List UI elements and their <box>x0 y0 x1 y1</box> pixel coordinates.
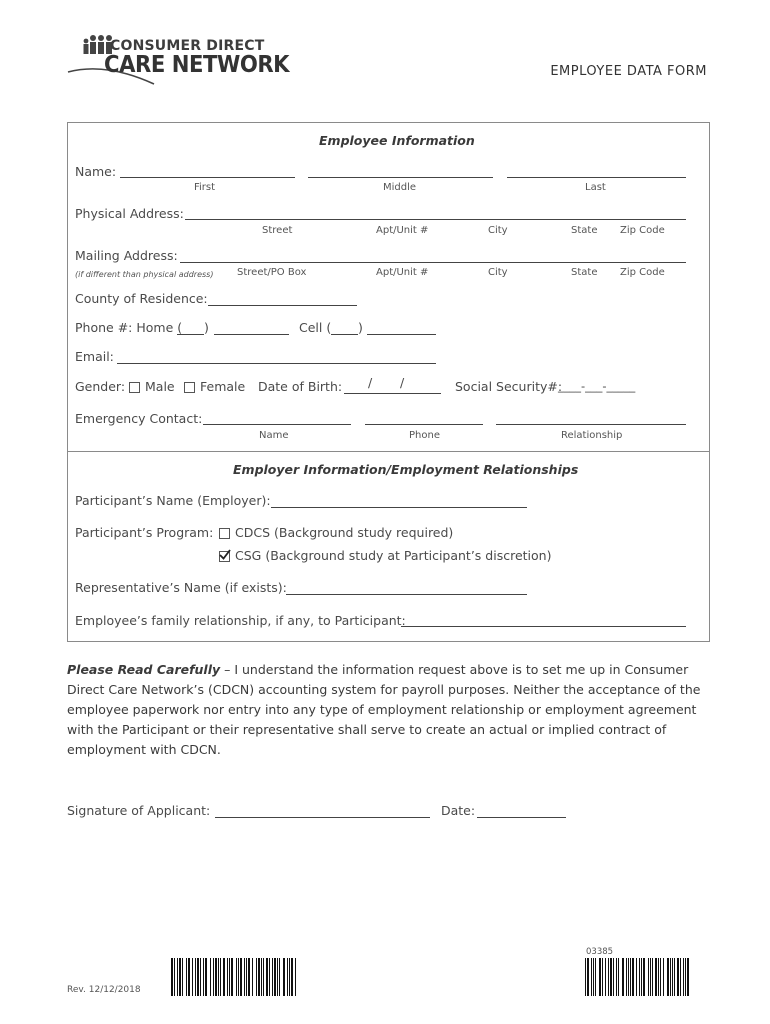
barcode-bar <box>256 958 257 996</box>
barcode-left <box>171 958 297 996</box>
form-number: 03385 <box>586 947 614 957</box>
county-field[interactable] <box>208 305 357 306</box>
home-phone-field[interactable] <box>214 334 289 335</box>
signature-label: Signature of Applicant: <box>67 803 211 818</box>
physical-state-caption: State <box>571 225 598 236</box>
representative-name-label: Representative’s Name (if exists): <box>75 580 287 595</box>
barcode-bar <box>670 958 671 996</box>
barcode-bar <box>599 958 601 996</box>
barcode-bar <box>252 958 253 996</box>
barcode-bar <box>227 958 228 996</box>
barcode-bar <box>218 958 219 996</box>
participant-program-label: Participant’s Program: <box>75 525 214 540</box>
csg-checkbox[interactable] <box>219 551 230 562</box>
representative-name-field[interactable] <box>286 594 527 595</box>
mailing-apt-caption: Apt/Unit # <box>376 267 429 278</box>
mailing-state-caption: State <box>571 267 598 278</box>
middle-name-field[interactable] <box>308 177 493 178</box>
barcode-bar <box>266 958 268 996</box>
family-relationship-field[interactable] <box>401 626 686 627</box>
male-checkbox[interactable] <box>129 382 140 393</box>
name-label: Name: <box>75 164 117 179</box>
barcode-bar <box>602 958 603 996</box>
barcode-bar <box>618 958 619 996</box>
barcode-bar <box>613 958 614 996</box>
employer-information-heading: Employer Information/Employment Relationships <box>233 462 579 477</box>
barcode-bar <box>655 958 657 996</box>
barcode-bar <box>174 958 175 996</box>
emergency-contact-label: Emergency Contact: <box>75 411 203 426</box>
barcode-bar <box>186 958 187 996</box>
barcode-bar <box>240 958 242 996</box>
last-name-caption: Last <box>585 182 606 193</box>
barcode-bar <box>287 958 288 996</box>
barcode-bar <box>246 958 247 996</box>
barcode-bar <box>244 958 245 996</box>
barcode-bar <box>223 958 225 996</box>
barcode-bar <box>674 958 675 996</box>
physical-city-caption: City <box>488 225 508 236</box>
cell-area-code-field[interactable] <box>331 334 358 335</box>
physical-address-field[interactable] <box>185 219 686 220</box>
emergency-name-caption: Name <box>259 430 289 441</box>
barcode-bar <box>639 958 640 996</box>
barcode-bar <box>660 958 661 996</box>
date-of-birth-field[interactable] <box>344 393 441 394</box>
barcode-bar <box>177 958 178 996</box>
barcode-bar <box>274 958 276 996</box>
barcode-bar <box>269 958 270 996</box>
barcode-bar <box>238 958 239 996</box>
notice-paragraph <box>67 660 709 760</box>
barcode-bar <box>587 958 589 996</box>
ssn-field[interactable]: ____-___-_____ <box>558 379 636 393</box>
emergency-relationship-caption: Relationship <box>561 430 623 441</box>
barcode-bar <box>188 958 190 996</box>
physical-street-caption: Street <box>262 225 293 236</box>
mailing-address-label: Mailing Address: <box>75 248 178 263</box>
barcode-bar <box>616 958 617 996</box>
barcode-bar <box>685 958 686 996</box>
barcode-bar <box>648 958 649 996</box>
barcode-bar <box>680 958 681 996</box>
barcode-bar <box>610 958 612 996</box>
cdcs-option-label: CDCS (Background study required) <box>235 525 454 540</box>
gender-label: Gender: <box>75 379 126 394</box>
revision-date: Rev. 12/12/2018 <box>67 985 141 995</box>
mailing-street-caption: Street/PO Box <box>237 267 307 278</box>
employee-information-panel <box>67 122 710 452</box>
barcode-bar <box>593 958 594 996</box>
barcode-bar <box>236 958 237 996</box>
barcode-bar <box>608 958 609 996</box>
date-of-birth-label: Date of Birth: <box>258 379 343 394</box>
barcode-bar <box>210 958 211 996</box>
barcode-bar <box>591 958 592 996</box>
barcode-bar <box>291 958 293 996</box>
first-name-field[interactable] <box>120 177 295 178</box>
male-option-label: Male <box>145 379 175 394</box>
barcode-bar <box>628 958 629 996</box>
emergency-phone-caption: Phone <box>409 430 440 441</box>
physical-zip-caption: Zip Code <box>620 225 665 236</box>
cell-phone-field[interactable] <box>367 334 436 335</box>
barcode-bar <box>585 958 586 996</box>
barcode-bar <box>192 958 193 996</box>
employee-information-heading: Employee Information <box>319 133 475 148</box>
cdcs-checkbox[interactable] <box>219 528 230 539</box>
barcode-bar <box>641 958 642 996</box>
middle-name-caption: Middle <box>383 182 417 193</box>
barcode-bar <box>220 958 221 996</box>
barcode-bar <box>263 958 264 996</box>
barcode-bar <box>636 958 637 996</box>
participant-name-label: Participant’s Name (Employer): <box>75 493 271 508</box>
date-label: Date: <box>441 803 476 818</box>
signature-field[interactable] <box>215 817 430 818</box>
female-checkbox[interactable] <box>184 382 195 393</box>
barcode-bar <box>231 958 233 996</box>
barcode-bar <box>197 958 199 996</box>
barcode-bar <box>229 958 230 996</box>
notice-lead: Please Read Carefully <box>67 662 221 677</box>
mailing-address-note: (if different than physical address) <box>75 270 214 279</box>
form-title: EMPLOYEE DATA FORM <box>550 64 707 79</box>
barcode-bar <box>248 958 250 996</box>
mailing-address-field[interactable] <box>180 262 686 263</box>
cell-phone-label: Cell ( <box>299 320 332 335</box>
barcode-bar <box>195 958 196 996</box>
barcode-bar <box>289 958 290 996</box>
mailing-city-caption: City <box>488 267 508 278</box>
barcode-bar <box>203 958 204 996</box>
ssn-label: Social Security#: <box>455 379 563 394</box>
county-label: County of Residence: <box>75 291 208 306</box>
logo-text-care-network: CARE NETWORK <box>104 52 290 78</box>
barcode-bar <box>595 958 596 996</box>
last-name-field[interactable] <box>507 177 686 178</box>
barcode-bar <box>626 958 627 996</box>
barcode-bar <box>663 958 664 996</box>
barcode-bar <box>283 958 285 996</box>
barcode-bar <box>630 958 631 996</box>
home-area-code-field[interactable] <box>177 334 204 335</box>
family-relationship-label: Employee’s family relationship, if any, to Participant: <box>75 613 406 628</box>
date-field[interactable] <box>477 817 566 818</box>
barcode-bar <box>261 958 262 996</box>
first-name-caption: First <box>194 182 216 193</box>
home-phone-label: Phone #: Home ( <box>75 320 183 335</box>
barcode-bar <box>279 958 280 996</box>
logo-text-consumer-direct: CONSUMER DIRECT <box>110 38 265 54</box>
participant-name-field[interactable] <box>271 507 527 508</box>
barcode-bar <box>650 958 651 996</box>
barcode-bar <box>605 958 606 996</box>
emergency-phone-field[interactable] <box>365 424 483 425</box>
barcode-bar <box>258 958 260 996</box>
female-option-label: Female <box>200 379 246 394</box>
barcode-bar <box>652 958 653 996</box>
barcode-bar <box>672 958 673 996</box>
barcode-bar <box>179 958 181 996</box>
barcode-bar <box>215 958 217 996</box>
barcode-bar <box>683 958 684 996</box>
barcode-bar <box>295 958 296 996</box>
barcode-bar <box>200 958 201 996</box>
barcode-bar <box>171 958 173 996</box>
checkmark-icon <box>219 549 231 561</box>
csg-option-label: CSG (Background study at Participant’s discretion) <box>235 548 552 563</box>
physical-apt-caption: Apt/Unit # <box>376 225 429 236</box>
dob-separator-1: / <box>368 375 373 390</box>
barcode-bar <box>182 958 183 996</box>
barcode-bar <box>677 958 679 996</box>
barcode-bar <box>643 958 645 996</box>
emergency-name-field[interactable] <box>203 424 351 425</box>
emergency-relationship-field[interactable] <box>496 424 686 425</box>
barcode-bar <box>632 958 634 996</box>
notice-body: – I understand the information request above is to set me up in Consumer Direct Care Network’s (CDCN) accounting system for payroll purposes. Neither the acceptance of the employee paperwork nor entry into any type of employment relationship or employment agreement with the Participant or their representative shall serve to create an actual or implied contract of employment with CDCN. <box>67 662 701 757</box>
barcode-bar <box>213 958 214 996</box>
barcode-bar <box>622 958 624 996</box>
barcode-bar <box>658 958 659 996</box>
email-label: Email: <box>75 349 114 364</box>
dob-separator-2: / <box>400 375 405 390</box>
barcode-bar <box>272 958 273 996</box>
barcode-bar <box>687 958 689 996</box>
barcode-bar <box>205 958 207 996</box>
physical-address-label: Physical Address: <box>75 206 184 221</box>
barcode-bar <box>277 958 278 996</box>
barcode-bar <box>667 958 669 996</box>
email-field[interactable] <box>117 363 436 364</box>
mailing-zip-caption: Zip Code <box>620 267 665 278</box>
cell-phone-paren: ) <box>358 320 363 335</box>
barcode-right <box>585 958 690 996</box>
home-phone-paren: ) <box>204 320 209 335</box>
